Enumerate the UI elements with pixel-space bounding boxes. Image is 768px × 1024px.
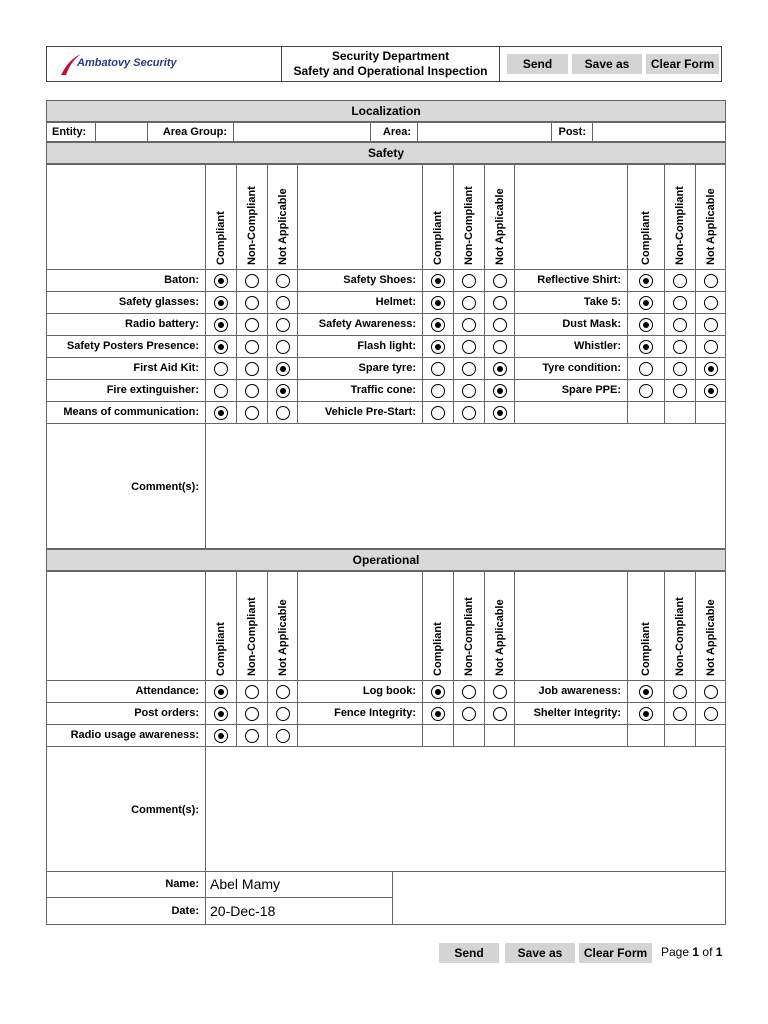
safety-header-spacer bbox=[46, 164, 206, 270]
entity-label: Entity: bbox=[46, 122, 96, 142]
checklist-radio-cell bbox=[484, 724, 515, 747]
checklist-radio-cell bbox=[236, 680, 268, 703]
operational-column-header bbox=[627, 571, 665, 681]
area-group-field[interactable] bbox=[233, 122, 371, 142]
operational-column-header bbox=[422, 571, 454, 681]
compliant-radio[interactable] bbox=[639, 685, 653, 699]
compliant-radio[interactable] bbox=[431, 406, 445, 420]
operational-checklist bbox=[46, 571, 726, 747]
column-header-label: Not Applicable bbox=[704, 188, 717, 265]
column-header-label: Not Applicable bbox=[276, 188, 289, 265]
checklist-radio-cell bbox=[484, 291, 515, 314]
safety-checklist bbox=[46, 164, 726, 424]
checklist-radio-cell bbox=[453, 401, 485, 424]
checklist-item-label: Means of communication: bbox=[46, 401, 206, 424]
checklist-radio-cell bbox=[484, 357, 515, 380]
checklist-radio-cell bbox=[267, 724, 298, 747]
page-of: of bbox=[702, 945, 713, 959]
checklist-item-label: Vehicle Pre-Start: bbox=[297, 401, 423, 424]
safety-column-header bbox=[205, 164, 237, 270]
operational-column-header bbox=[695, 571, 726, 681]
checklist-item-label: Radio usage awareness: bbox=[46, 724, 206, 747]
checklist-radio-cell bbox=[267, 335, 298, 358]
column-header-label: Compliant bbox=[640, 211, 652, 265]
checklist-radio-cell bbox=[267, 357, 298, 380]
checklist-radio-cell bbox=[664, 702, 696, 725]
non-compliant-radio[interactable] bbox=[245, 685, 259, 699]
checklist-item-label: Safety Shoes: bbox=[297, 269, 423, 292]
checklist-item-label: Whistler: bbox=[514, 335, 628, 358]
checklist-radio-cell bbox=[695, 379, 726, 402]
not-applicable-radio[interactable] bbox=[276, 296, 290, 310]
checklist-radio-cell bbox=[422, 379, 454, 402]
title-line-1: Security Department bbox=[331, 49, 450, 63]
column-header-label: Non-Compliant bbox=[674, 597, 686, 676]
name-field[interactable]: Abel Mamy bbox=[205, 871, 393, 898]
post-label: Post: bbox=[551, 122, 593, 142]
checklist-radio-cell bbox=[236, 357, 268, 380]
compliant-radio[interactable] bbox=[431, 384, 445, 398]
safety-comment-field[interactable] bbox=[205, 423, 726, 549]
checklist-radio-cell bbox=[453, 357, 485, 380]
safety-header-spacer bbox=[514, 164, 628, 270]
not-applicable-radio[interactable] bbox=[493, 384, 507, 398]
non-compliant-radio[interactable] bbox=[673, 340, 687, 354]
not-applicable-radio[interactable] bbox=[493, 340, 507, 354]
checklist-item-label: Spare tyre: bbox=[297, 357, 423, 380]
checklist-radio-cell bbox=[484, 680, 515, 703]
checklist-radio-cell bbox=[484, 379, 515, 402]
compliant-radio[interactable] bbox=[639, 707, 653, 721]
compliant-radio[interactable] bbox=[431, 340, 445, 354]
not-applicable-radio[interactable] bbox=[704, 318, 718, 332]
checklist-radio-cell bbox=[236, 313, 268, 336]
checklist-radio-cell bbox=[267, 269, 298, 292]
page-total: 1 bbox=[715, 945, 723, 959]
checklist-radio-cell bbox=[267, 379, 298, 402]
localization-row bbox=[46, 122, 726, 142]
area-field[interactable] bbox=[417, 122, 552, 142]
footer-save-as-button[interactable]: Save as bbox=[505, 943, 575, 963]
column-header-label: Compliant bbox=[432, 622, 444, 676]
column-header-label: Compliant bbox=[215, 622, 227, 676]
checklist-radio-cell bbox=[422, 724, 454, 747]
compliant-radio[interactable] bbox=[214, 362, 228, 376]
entity-field[interactable] bbox=[95, 122, 148, 142]
not-applicable-radio[interactable] bbox=[704, 296, 718, 310]
non-compliant-radio[interactable] bbox=[245, 362, 259, 376]
non-compliant-radio[interactable] bbox=[673, 685, 687, 699]
checklist-radio-cell bbox=[205, 401, 237, 424]
compliant-radio[interactable] bbox=[214, 340, 228, 354]
compliant-radio[interactable] bbox=[214, 707, 228, 721]
non-compliant-radio[interactable] bbox=[245, 707, 259, 721]
checklist-radio-cell bbox=[267, 702, 298, 725]
checklist-radio-cell bbox=[695, 313, 726, 336]
checklist-item-label: Traffic cone: bbox=[297, 379, 423, 402]
compliant-radio[interactable] bbox=[214, 318, 228, 332]
column-header-label: Not Applicable bbox=[493, 599, 506, 676]
operational-comment-field[interactable] bbox=[205, 746, 726, 872]
checklist-radio-cell bbox=[453, 724, 485, 747]
checklist-item-label: Reflective Shirt: bbox=[514, 269, 628, 292]
checklist-radio-cell bbox=[484, 313, 515, 336]
checklist-radio-cell bbox=[422, 313, 454, 336]
checklist-item-label: Log book: bbox=[297, 680, 423, 703]
save-as-button[interactable]: Save as bbox=[572, 54, 642, 74]
footer-send-button[interactable]: Send bbox=[439, 943, 499, 963]
non-compliant-radio[interactable] bbox=[462, 318, 476, 332]
non-compliant-radio[interactable] bbox=[462, 406, 476, 420]
area-group-label: Area Group: bbox=[147, 122, 234, 142]
non-compliant-radio[interactable] bbox=[462, 384, 476, 398]
column-header-label: Non-Compliant bbox=[246, 597, 258, 676]
checklist-radio-cell bbox=[205, 702, 237, 725]
checklist-radio-cell bbox=[627, 702, 665, 725]
checklist-radio-cell bbox=[453, 291, 485, 314]
non-compliant-radio[interactable] bbox=[673, 362, 687, 376]
non-compliant-radio[interactable] bbox=[673, 318, 687, 332]
safety-column-header bbox=[627, 164, 665, 270]
checklist-item-label bbox=[297, 724, 423, 747]
checklist-item-label: Attendance: bbox=[46, 680, 206, 703]
operational-column-header bbox=[484, 571, 515, 681]
not-applicable-radio[interactable] bbox=[704, 362, 718, 376]
checklist-item-label: Helmet: bbox=[297, 291, 423, 314]
column-header-label: Non-Compliant bbox=[463, 186, 475, 265]
not-applicable-radio[interactable] bbox=[276, 685, 290, 699]
checklist-radio-cell bbox=[236, 401, 268, 424]
page-prefix: Page bbox=[661, 945, 690, 959]
checklist-radio-cell bbox=[205, 379, 237, 402]
not-applicable-radio[interactable] bbox=[276, 729, 290, 743]
checklist-radio-cell bbox=[267, 291, 298, 314]
checklist-radio-cell bbox=[695, 357, 726, 380]
column-header-label: Compliant bbox=[432, 211, 444, 265]
safety-column-header bbox=[664, 164, 696, 270]
column-header-label: Compliant bbox=[640, 622, 652, 676]
compliant-radio[interactable] bbox=[214, 685, 228, 699]
checklist-radio-cell bbox=[627, 335, 665, 358]
compliant-radio[interactable] bbox=[639, 296, 653, 310]
non-compliant-radio[interactable] bbox=[673, 384, 687, 398]
column-header-label: Non-Compliant bbox=[674, 186, 686, 265]
not-applicable-radio[interactable] bbox=[493, 707, 507, 721]
company-logo bbox=[47, 47, 282, 81]
safety-header-spacer bbox=[297, 164, 423, 270]
compliant-radio[interactable] bbox=[431, 362, 445, 376]
checklist-item-label: First Aid Kit: bbox=[46, 357, 206, 380]
operational-column-header bbox=[267, 571, 298, 681]
checklist-item-label: Flash light: bbox=[297, 335, 423, 358]
checklist-radio-cell bbox=[627, 724, 665, 747]
checklist-radio-cell bbox=[422, 269, 454, 292]
safety-section-title: Safety bbox=[46, 142, 726, 164]
checklist-radio-cell bbox=[453, 702, 485, 725]
non-compliant-radio[interactable] bbox=[462, 340, 476, 354]
checklist-radio-cell bbox=[267, 313, 298, 336]
localization-section-title: Localization bbox=[46, 100, 726, 122]
non-compliant-radio[interactable] bbox=[462, 274, 476, 288]
not-applicable-radio[interactable] bbox=[276, 406, 290, 420]
compliant-radio[interactable] bbox=[214, 729, 228, 743]
not-applicable-radio[interactable] bbox=[276, 707, 290, 721]
checklist-radio-cell bbox=[422, 680, 454, 703]
checklist-item-label: Take 5: bbox=[514, 291, 628, 314]
not-applicable-radio[interactable] bbox=[276, 362, 290, 376]
column-header-label: Non-Compliant bbox=[246, 186, 258, 265]
checklist-radio-cell bbox=[627, 269, 665, 292]
compliant-radio[interactable] bbox=[431, 707, 445, 721]
logo-text: Ambatovy Security bbox=[77, 57, 177, 69]
compliant-radio[interactable] bbox=[214, 296, 228, 310]
non-compliant-radio[interactable] bbox=[245, 274, 259, 288]
compliant-radio[interactable] bbox=[214, 406, 228, 420]
checklist-radio-cell bbox=[627, 291, 665, 314]
not-applicable-radio[interactable] bbox=[276, 274, 290, 288]
compliant-radio[interactable] bbox=[639, 340, 653, 354]
non-compliant-radio[interactable] bbox=[245, 340, 259, 354]
checklist-radio-cell bbox=[205, 357, 237, 380]
operational-column-header bbox=[664, 571, 696, 681]
checklist-item-label: Dust Mask: bbox=[514, 313, 628, 336]
safety-column-header bbox=[422, 164, 454, 270]
checklist-radio-cell bbox=[267, 680, 298, 703]
non-compliant-radio[interactable] bbox=[245, 318, 259, 332]
checklist-radio-cell bbox=[627, 357, 665, 380]
checklist-radio-cell bbox=[484, 401, 515, 424]
checklist-radio-cell bbox=[205, 291, 237, 314]
safety-comment-label: Comment(s): bbox=[46, 423, 206, 549]
compliant-radio[interactable] bbox=[431, 296, 445, 310]
signoff-block bbox=[46, 871, 726, 925]
checklist-item-label: Fence Integrity: bbox=[297, 702, 423, 725]
operational-header-spacer bbox=[46, 571, 206, 681]
checklist-item-label: Safety Posters Presence: bbox=[46, 335, 206, 358]
checklist-radio-cell bbox=[453, 379, 485, 402]
column-header-label: Non-Compliant bbox=[463, 597, 475, 676]
not-applicable-radio[interactable] bbox=[493, 406, 507, 420]
checklist-item-label bbox=[514, 724, 628, 747]
checklist-radio-cell bbox=[695, 401, 726, 424]
operational-column-header bbox=[205, 571, 237, 681]
compliant-radio[interactable] bbox=[639, 362, 653, 376]
checklist-radio-cell bbox=[695, 291, 726, 314]
checklist-radio-cell bbox=[267, 401, 298, 424]
checklist-radio-cell bbox=[627, 401, 665, 424]
checklist-radio-cell bbox=[205, 724, 237, 747]
checklist-radio-cell bbox=[664, 335, 696, 358]
checklist-radio-cell bbox=[236, 291, 268, 314]
checklist-radio-cell bbox=[664, 357, 696, 380]
safety-column-header bbox=[236, 164, 268, 270]
checklist-radio-cell bbox=[422, 401, 454, 424]
area-label: Area: bbox=[370, 122, 418, 142]
not-applicable-radio[interactable] bbox=[276, 340, 290, 354]
operational-comment-row bbox=[46, 746, 726, 872]
non-compliant-radio[interactable] bbox=[462, 296, 476, 310]
checklist-radio-cell bbox=[484, 702, 515, 725]
non-compliant-radio[interactable] bbox=[245, 729, 259, 743]
checklist-radio-cell bbox=[695, 269, 726, 292]
checklist-radio-cell bbox=[453, 313, 485, 336]
not-applicable-radio[interactable] bbox=[276, 384, 290, 398]
signature-area bbox=[392, 871, 726, 925]
checklist-radio-cell bbox=[664, 379, 696, 402]
checklist-item-label bbox=[514, 401, 628, 424]
checklist-radio-cell bbox=[422, 357, 454, 380]
checklist-radio-cell bbox=[236, 335, 268, 358]
checklist-radio-cell bbox=[627, 379, 665, 402]
compliant-radio[interactable] bbox=[431, 685, 445, 699]
checklist-item-label: Tyre condition: bbox=[514, 357, 628, 380]
compliant-radio[interactable] bbox=[214, 274, 228, 288]
checklist-radio-cell bbox=[484, 269, 515, 292]
operational-header-spacer bbox=[514, 571, 628, 681]
compliant-radio[interactable] bbox=[431, 318, 445, 332]
non-compliant-radio[interactable] bbox=[462, 707, 476, 721]
safety-column-header bbox=[695, 164, 726, 270]
non-compliant-radio[interactable] bbox=[245, 406, 259, 420]
checklist-item-label: Radio battery: bbox=[46, 313, 206, 336]
checklist-item-label: Baton: bbox=[46, 269, 206, 292]
send-button[interactable]: Send bbox=[507, 54, 568, 74]
not-applicable-radio[interactable] bbox=[493, 685, 507, 699]
checklist-radio-cell bbox=[422, 291, 454, 314]
checklist-radio-cell bbox=[453, 335, 485, 358]
operational-column-header bbox=[453, 571, 485, 681]
safety-column-header bbox=[453, 164, 485, 270]
checklist-radio-cell bbox=[664, 291, 696, 314]
not-applicable-radio[interactable] bbox=[493, 362, 507, 376]
not-applicable-radio[interactable] bbox=[493, 318, 507, 332]
checklist-radio-cell bbox=[664, 401, 696, 424]
checklist-radio-cell bbox=[422, 335, 454, 358]
checklist-radio-cell bbox=[236, 724, 268, 747]
non-compliant-radio[interactable] bbox=[462, 685, 476, 699]
checklist-radio-cell bbox=[695, 702, 726, 725]
checklist-radio-cell bbox=[453, 680, 485, 703]
not-applicable-radio[interactable] bbox=[704, 384, 718, 398]
column-header-label: Not Applicable bbox=[276, 599, 289, 676]
safety-comment-row bbox=[46, 423, 726, 549]
checklist-radio-cell bbox=[627, 680, 665, 703]
operational-column-header bbox=[236, 571, 268, 681]
checklist-item-label: Spare PPE: bbox=[514, 379, 628, 402]
not-applicable-radio[interactable] bbox=[704, 707, 718, 721]
checklist-radio-cell bbox=[695, 335, 726, 358]
non-compliant-radio[interactable] bbox=[673, 296, 687, 310]
checklist-radio-cell bbox=[236, 702, 268, 725]
checklist-item-label: Shelter Integrity: bbox=[514, 702, 628, 725]
checklist-item-label: Post orders: bbox=[46, 702, 206, 725]
page-indicator bbox=[661, 945, 722, 959]
not-applicable-radio[interactable] bbox=[704, 340, 718, 354]
checklist-radio-cell bbox=[664, 724, 696, 747]
checklist-item-label: Safety glasses: bbox=[46, 291, 206, 314]
post-field[interactable] bbox=[592, 122, 726, 142]
checklist-radio-cell bbox=[695, 724, 726, 747]
operational-comment-label: Comment(s): bbox=[46, 746, 206, 872]
checklist-item-label: Safety Awareness: bbox=[297, 313, 423, 336]
checklist-radio-cell bbox=[236, 269, 268, 292]
checklist-radio-cell bbox=[205, 680, 237, 703]
checklist-item-label: Job awareness: bbox=[514, 680, 628, 703]
checklist-radio-cell bbox=[664, 313, 696, 336]
checklist-radio-cell bbox=[236, 379, 268, 402]
non-compliant-radio[interactable] bbox=[673, 707, 687, 721]
title-line-2: Safety and Operational Inspection bbox=[293, 64, 488, 78]
footer-clear-form-button[interactable]: Clear Form bbox=[579, 943, 652, 963]
checklist-radio-cell bbox=[453, 269, 485, 292]
checklist-radio-cell bbox=[205, 335, 237, 358]
compliant-radio[interactable] bbox=[431, 274, 445, 288]
clear-form-button[interactable]: Clear Form bbox=[646, 54, 719, 74]
not-applicable-radio[interactable] bbox=[493, 274, 507, 288]
checklist-radio-cell bbox=[664, 680, 696, 703]
column-header-label: Not Applicable bbox=[493, 188, 506, 265]
compliant-radio[interactable] bbox=[639, 384, 653, 398]
operational-header-spacer bbox=[297, 571, 423, 681]
safety-column-header bbox=[267, 164, 298, 270]
checklist-radio-cell bbox=[205, 269, 237, 292]
page-number: 1 bbox=[692, 945, 700, 959]
form-title bbox=[282, 47, 500, 81]
checklist-radio-cell bbox=[695, 680, 726, 703]
not-applicable-radio[interactable] bbox=[493, 296, 507, 310]
column-header-label: Compliant bbox=[215, 211, 227, 265]
non-compliant-radio[interactable] bbox=[245, 384, 259, 398]
date-label: Date: bbox=[46, 897, 206, 925]
operational-section-title: Operational bbox=[46, 549, 726, 571]
compliant-radio[interactable] bbox=[214, 384, 228, 398]
column-header-label: Not Applicable bbox=[704, 599, 717, 676]
compliant-radio[interactable] bbox=[639, 274, 653, 288]
safety-column-header bbox=[484, 164, 515, 270]
not-applicable-radio[interactable] bbox=[704, 274, 718, 288]
non-compliant-radio[interactable] bbox=[245, 296, 259, 310]
compliant-radio[interactable] bbox=[639, 318, 653, 332]
form-header bbox=[46, 46, 722, 82]
name-label: Name: bbox=[46, 871, 206, 898]
non-compliant-radio[interactable] bbox=[462, 362, 476, 376]
checklist-radio-cell bbox=[484, 335, 515, 358]
non-compliant-radio[interactable] bbox=[673, 274, 687, 288]
checklist-radio-cell bbox=[664, 269, 696, 292]
not-applicable-radio[interactable] bbox=[704, 685, 718, 699]
date-field[interactable]: 20-Dec-18 bbox=[205, 897, 393, 925]
checklist-radio-cell bbox=[205, 313, 237, 336]
not-applicable-radio[interactable] bbox=[276, 318, 290, 332]
checklist-radio-cell bbox=[422, 702, 454, 725]
checklist-radio-cell bbox=[627, 313, 665, 336]
checklist-item-label: Fire extinguisher: bbox=[46, 379, 206, 402]
